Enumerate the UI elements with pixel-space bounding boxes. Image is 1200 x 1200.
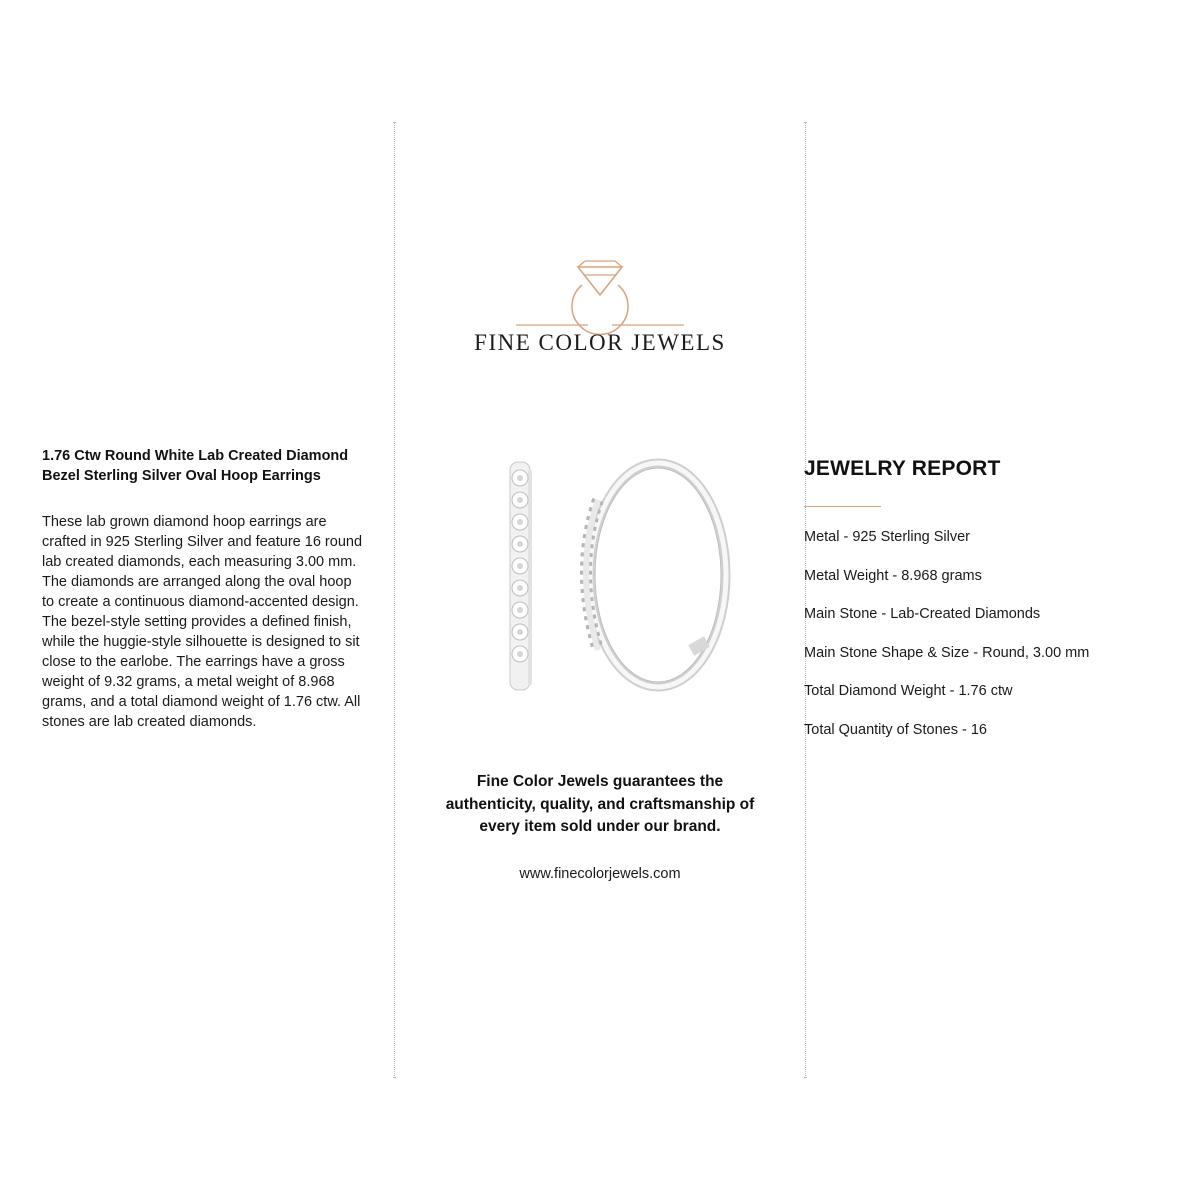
spec-item-metal-weight: Metal Weight - 8.968 grams bbox=[804, 567, 982, 584]
spec-item-stone-shape-size: Main Stone Shape & Size - Round, 3.00 mm bbox=[804, 644, 1090, 661]
product-title: 1.76 Ctw Round White Lab Created Diamond Bezel Sterling Silver Oval Hoop Earrings bbox=[42, 448, 349, 484]
oval-hoop-earrings-image bbox=[490, 440, 740, 710]
diamond-in-circle-icon bbox=[470, 255, 730, 335]
brand-name: FINE COLOR JEWELS bbox=[474, 330, 726, 355]
guarantee-statement: Fine Color Jewels guarantees the authenticity, quality, and craftsmanship of every item sold under our brand. bbox=[445, 773, 755, 835]
spec-list bbox=[804, 527, 1089, 759]
earring-front-view bbox=[586, 463, 726, 687]
spec-item-total-stones: Total Quantity of Stones - 16 bbox=[804, 721, 987, 738]
earring-side-view bbox=[510, 462, 532, 690]
product-description: These lab grown diamond hoop earrings are crafted in 925 Sterling Silver and feature 16 round lab created diamonds, each measuring 3.00 mm. The diamonds are arranged along the oval hoop to create a continuous diamond-accented design. The bezel-style setting provides a defined finish, while the huggie-style silhouette is designed to sit close to the earlobe. The earrings have a gross weight of 9.32 grams, a metal weight of 8.968 grams, and a total diamond weight of 1.76 ctw. All stones are lab created diamonds. bbox=[42, 514, 363, 730]
spec-item-metal: Metal - 925 Sterling Silver bbox=[804, 529, 971, 545]
website-link[interactable]: www.finecolorjewels.com bbox=[519, 866, 681, 882]
spec-item-total-diamond-weight: Total Diamond Weight - 1.76 ctw bbox=[804, 683, 1013, 700]
report-title: JEWELRY REPORT bbox=[804, 457, 1001, 480]
spec-item-main-stone: Main Stone - Lab-Created Diamonds bbox=[804, 606, 1041, 623]
report-title-underline bbox=[804, 506, 881, 507]
left-column-divider bbox=[394, 122, 395, 1078]
